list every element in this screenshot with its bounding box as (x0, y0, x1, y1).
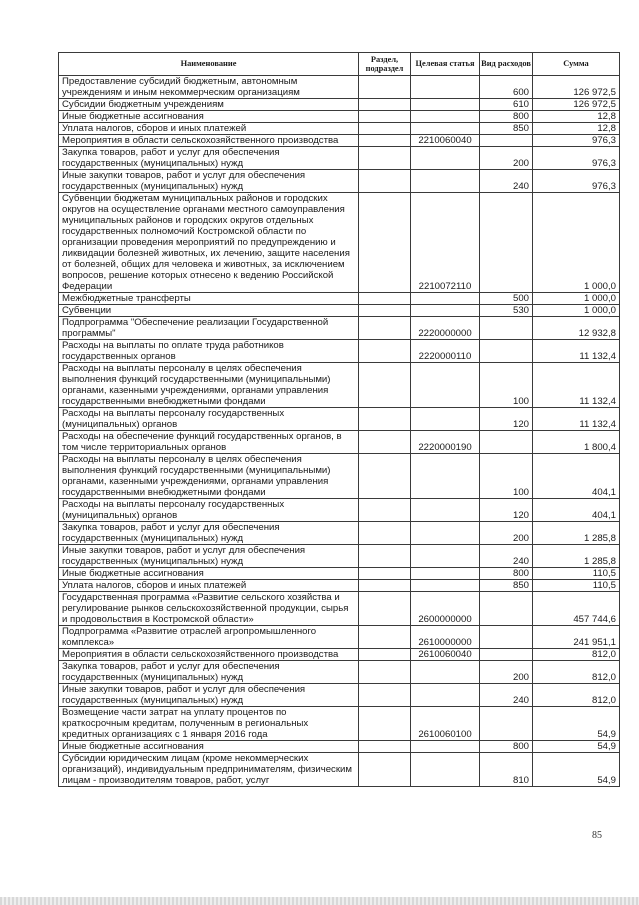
cell-kind (480, 592, 533, 626)
budget-table (58, 52, 620, 787)
cell-target: 2600000000 (411, 592, 480, 626)
cell-sum: 404,1 (533, 454, 620, 499)
scan-edge (0, 897, 639, 905)
cell-sum: 110,5 (533, 580, 620, 592)
table-row (59, 76, 620, 99)
cell-kind (480, 431, 533, 454)
cell-target (411, 147, 480, 170)
header-sum: Сумма (533, 53, 620, 76)
header-name: Наименование (59, 53, 359, 76)
cell-target: 2610060040 (411, 649, 480, 661)
cell-name: Субсидии юридическим лицам (кроме некоммерческих организаций), индивидуальным предпринимателям, физическим лицам - производителям товаров, работ, услуг (59, 753, 359, 787)
cell-name: Расходы на выплаты персоналу в целях обеспечения выполнения функций государственными (муниципальными) органами, казенными учреждениями, органами управления государственными внебюджетными фондами (59, 454, 359, 499)
cell-target (411, 568, 480, 580)
cell-name: Мероприятия в области сельскохозяйственного производства (59, 649, 359, 661)
cell-section (359, 317, 411, 340)
cell-kind: 120 (480, 499, 533, 522)
cell-sum: 12,8 (533, 123, 620, 135)
table-row (59, 135, 620, 147)
table-row (59, 684, 620, 707)
table-row (59, 363, 620, 408)
cell-sum: 1 285,8 (533, 522, 620, 545)
cell-section (359, 170, 411, 193)
cell-section (359, 626, 411, 649)
cell-kind: 530 (480, 305, 533, 317)
cell-name: Расходы на выплаты персоналу государственных (муниципальных) органов (59, 408, 359, 431)
cell-kind: 200 (480, 661, 533, 684)
cell-name: Уплата налогов, сборов и иных платежей (59, 580, 359, 592)
cell-sum: 404,1 (533, 499, 620, 522)
cell-kind (480, 340, 533, 363)
table-row (59, 340, 620, 363)
cell-section (359, 568, 411, 580)
table-row (59, 592, 620, 626)
cell-target (411, 170, 480, 193)
cell-name: Расходы на выплаты по оплате труда работников государственных органов (59, 340, 359, 363)
cell-sum: 54,9 (533, 753, 620, 787)
table-row (59, 545, 620, 568)
table-row (59, 305, 620, 317)
cell-kind: 100 (480, 363, 533, 408)
cell-name: Субвенции (59, 305, 359, 317)
cell-kind: 240 (480, 684, 533, 707)
table-row (59, 293, 620, 305)
table-row (59, 170, 620, 193)
page-number: 85 (592, 830, 602, 841)
cell-sum: 976,3 (533, 170, 620, 193)
cell-target (411, 305, 480, 317)
cell-section (359, 649, 411, 661)
cell-target (411, 408, 480, 431)
cell-target (411, 499, 480, 522)
cell-name: Иные закупки товаров, работ и услуг для обеспечения государственных (муниципальных) нужд (59, 545, 359, 568)
cell-target (411, 684, 480, 707)
table-row (59, 649, 620, 661)
cell-name: Мероприятия в области сельскохозяйственного производства (59, 135, 359, 147)
cell-section (359, 123, 411, 135)
cell-sum: 812,0 (533, 684, 620, 707)
cell-name: Предоставление субсидий бюджетным, автономным учреждениям и иным некоммерческим организациям (59, 76, 359, 99)
cell-section (359, 431, 411, 454)
cell-name: Расходы на выплаты персоналу в целях обеспечения выполнения функций государственными (муниципальными) органами, казенными учреждениями, органами управления государственными внебюджетными фондами (59, 363, 359, 408)
cell-sum: 812,0 (533, 649, 620, 661)
cell-section (359, 111, 411, 123)
cell-sum: 126 972,5 (533, 76, 620, 99)
cell-section (359, 522, 411, 545)
cell-kind: 100 (480, 454, 533, 499)
cell-kind: 810 (480, 753, 533, 787)
cell-kind: 200 (480, 147, 533, 170)
cell-sum: 12 932,8 (533, 317, 620, 340)
cell-sum: 110,5 (533, 568, 620, 580)
cell-kind: 240 (480, 545, 533, 568)
cell-section (359, 340, 411, 363)
cell-kind (480, 193, 533, 293)
cell-section (359, 293, 411, 305)
cell-target: 2220000000 (411, 317, 480, 340)
cell-section (359, 707, 411, 741)
cell-sum: 11 132,4 (533, 340, 620, 363)
cell-target (411, 363, 480, 408)
cell-target (411, 580, 480, 592)
cell-name: Иные закупки товаров, работ и услуг для обеспечения государственных (муниципальных) нужд (59, 684, 359, 707)
cell-kind: 850 (480, 580, 533, 592)
table-row (59, 111, 620, 123)
cell-name: Иные бюджетные ассигнования (59, 741, 359, 753)
cell-section (359, 545, 411, 568)
cell-kind (480, 135, 533, 147)
header-section: Раздел, подраздел (359, 53, 411, 76)
cell-section (359, 76, 411, 99)
cell-target: 2210072110 (411, 193, 480, 293)
cell-name: Подпрограмма "Обеспечение реализации Государственной программы" (59, 317, 359, 340)
cell-kind: 500 (480, 293, 533, 305)
cell-kind: 800 (480, 111, 533, 123)
cell-name: Уплата налогов, сборов и иных платежей (59, 123, 359, 135)
table-row (59, 753, 620, 787)
table-row (59, 317, 620, 340)
cell-section (359, 592, 411, 626)
cell-section (359, 193, 411, 293)
cell-name: Государственная программа «Развитие сельского хозяйства и регулирование рынков сельскохозяйственной продукции, сырья и продовольствия в Костромской области» (59, 592, 359, 626)
cell-target (411, 661, 480, 684)
cell-name: Расходы на обеспечение функций государственных органов, в том числе территориальных органов (59, 431, 359, 454)
cell-sum: 11 132,4 (533, 408, 620, 431)
cell-name: Закупка товаров, работ и услуг для обеспечения государственных (муниципальных) нужд (59, 661, 359, 684)
table-row (59, 193, 620, 293)
cell-section (359, 305, 411, 317)
cell-section (359, 454, 411, 499)
cell-sum: 11 132,4 (533, 363, 620, 408)
cell-target: 2220000110 (411, 340, 480, 363)
table-row (59, 580, 620, 592)
cell-target (411, 454, 480, 499)
cell-section (359, 363, 411, 408)
cell-kind (480, 317, 533, 340)
table-row (59, 408, 620, 431)
cell-sum: 976,3 (533, 147, 620, 170)
cell-section (359, 408, 411, 431)
table-header-row (59, 53, 620, 76)
cell-sum: 54,9 (533, 707, 620, 741)
cell-target (411, 111, 480, 123)
cell-sum: 126 972,5 (533, 99, 620, 111)
cell-section (359, 147, 411, 170)
table-row (59, 499, 620, 522)
cell-section (359, 99, 411, 111)
cell-target: 2610000000 (411, 626, 480, 649)
cell-name: Закупка товаров, работ и услуг для обеспечения государственных (муниципальных) нужд (59, 522, 359, 545)
cell-sum: 241 951,1 (533, 626, 620, 649)
cell-sum: 1 800,4 (533, 431, 620, 454)
cell-kind: 120 (480, 408, 533, 431)
table-row (59, 707, 620, 741)
table-row (59, 431, 620, 454)
table-row (59, 147, 620, 170)
cell-sum: 457 744,6 (533, 592, 620, 626)
cell-sum: 54,9 (533, 741, 620, 753)
cell-sum: 1 000,0 (533, 293, 620, 305)
cell-sum: 1 285,8 (533, 545, 620, 568)
table-row (59, 522, 620, 545)
cell-target (411, 753, 480, 787)
table-body (59, 76, 620, 787)
table-row (59, 626, 620, 649)
cell-target: 2210060040 (411, 135, 480, 147)
cell-name: Расходы на выплаты персоналу государственных (муниципальных) органов (59, 499, 359, 522)
cell-kind: 800 (480, 741, 533, 753)
cell-kind: 240 (480, 170, 533, 193)
cell-sum: 12,8 (533, 111, 620, 123)
cell-target (411, 99, 480, 111)
cell-sum: 976,3 (533, 135, 620, 147)
table-row (59, 99, 620, 111)
cell-name: Иные бюджетные ассигнования (59, 111, 359, 123)
cell-kind: 610 (480, 99, 533, 111)
cell-section (359, 661, 411, 684)
cell-target: 2220000190 (411, 431, 480, 454)
cell-kind (480, 707, 533, 741)
cell-section (359, 580, 411, 592)
cell-target: 2610060100 (411, 707, 480, 741)
cell-section (359, 499, 411, 522)
cell-name: Закупка товаров, работ и услуг для обеспечения государственных (муниципальных) нужд (59, 147, 359, 170)
cell-kind: 800 (480, 568, 533, 580)
table-row (59, 454, 620, 499)
cell-target (411, 545, 480, 568)
cell-target (411, 76, 480, 99)
cell-target (411, 123, 480, 135)
cell-name: Возмещение части затрат на уплату процентов по краткосрочным кредитам, полученным в региональных кредитных организациях с 1 января 2016 года (59, 707, 359, 741)
cell-name: Субвенции бюджетам муниципальных районов и городских округов на осуществление органами местного самоуправления муниципальных районов и городских округов отдельных государственных полномочий Костромской области по организации проведения мероприятий по предупреждению и ликвидации болезней животных, их лечению, защите населения от болезней, общих для человека и животных, за исключением вопросов, решение которых отнесено к ведению Российской Федерации (59, 193, 359, 293)
cell-kind: 200 (480, 522, 533, 545)
cell-target (411, 741, 480, 753)
cell-target (411, 522, 480, 545)
cell-kind: 600 (480, 76, 533, 99)
cell-kind: 850 (480, 123, 533, 135)
header-target: Целевая статья (411, 53, 480, 76)
table-row (59, 741, 620, 753)
cell-section (359, 684, 411, 707)
cell-name: Иные закупки товаров, работ и услуг для обеспечения государственных (муниципальных) нужд (59, 170, 359, 193)
cell-section (359, 741, 411, 753)
cell-name: Иные бюджетные ассигнования (59, 568, 359, 580)
cell-section (359, 753, 411, 787)
cell-section (359, 135, 411, 147)
cell-name: Субсидии бюджетным учреждениям (59, 99, 359, 111)
cell-sum: 1 000,0 (533, 305, 620, 317)
cell-kind (480, 649, 533, 661)
table-row (59, 123, 620, 135)
cell-name: Межбюджетные трансферты (59, 293, 359, 305)
cell-sum: 812,0 (533, 661, 620, 684)
cell-kind (480, 626, 533, 649)
cell-sum: 1 000,0 (533, 193, 620, 293)
table-row (59, 568, 620, 580)
table-row (59, 661, 620, 684)
cell-target (411, 293, 480, 305)
header-kind: Вид расходов (480, 53, 533, 76)
cell-name: Подпрограмма «Развитие отраслей агропромышленного комплекса» (59, 626, 359, 649)
